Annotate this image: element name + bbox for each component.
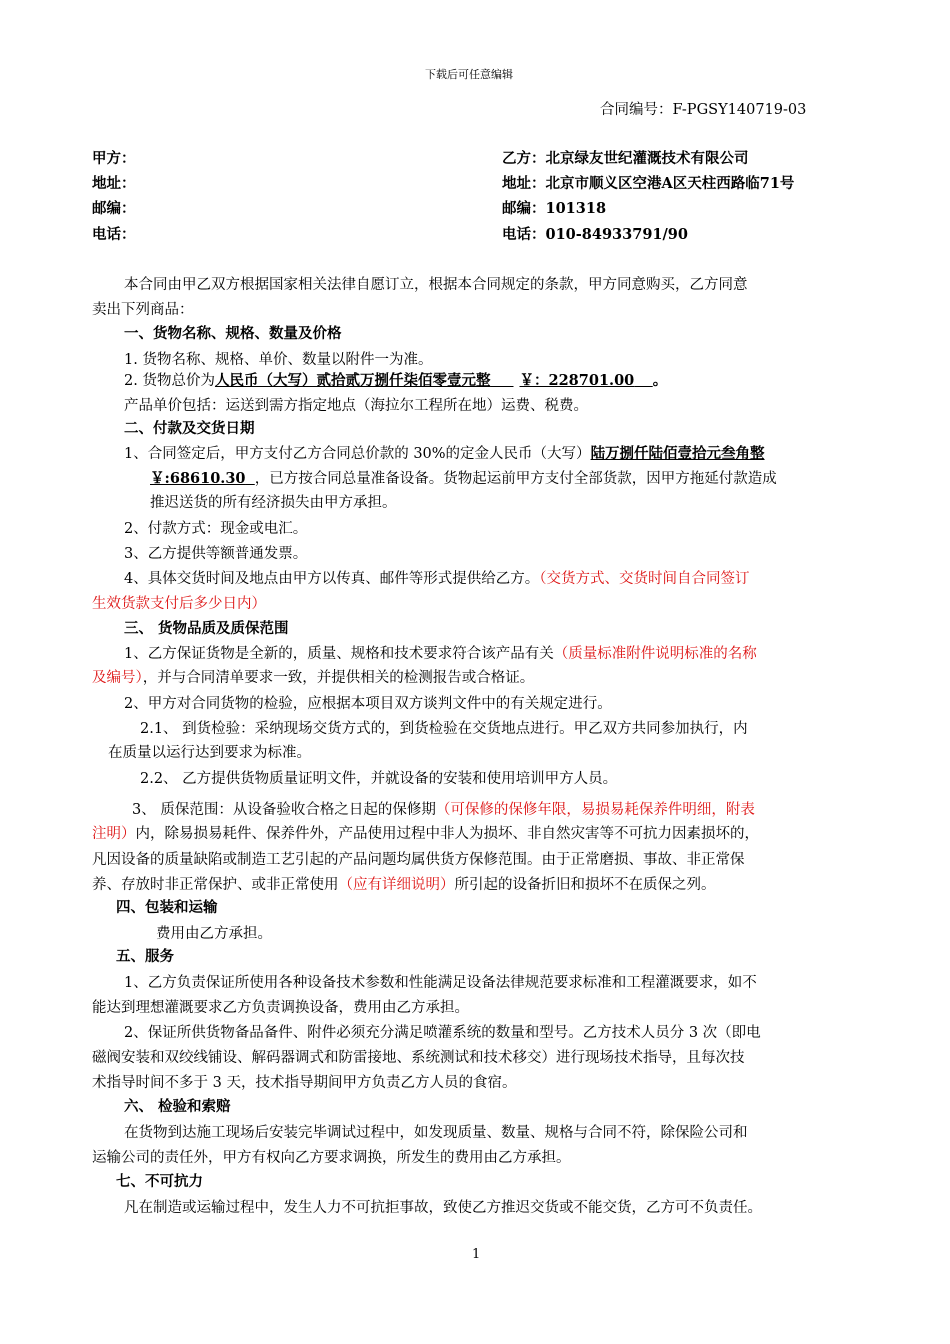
s1-item-3: 产品单价包括：运送到需方指定地点（海拉尔工程所在地）运费、税费。 xyxy=(124,398,588,414)
s3-item-1-text: 1、乙方保证货物是全新的，质量、规格和技术要求符合该产品有关 xyxy=(124,646,554,662)
s4-item: 费用由乙方承担。 xyxy=(156,926,272,942)
s3-item-2-2: 2.2、 乙方提供货物质量证明文件，并就设备的安装和使用培训甲方人员。 xyxy=(140,771,618,787)
s5-item-1-line-2: 能达到理想灌溉要求乙方负责调换设备，费用由乙方承担。 xyxy=(92,1000,469,1016)
party-b-address: 地址：北京市顺义区空港A区天柱西路临71号 xyxy=(502,175,795,192)
s1-item-2-prefix: 2. 货物总价为 xyxy=(124,373,215,389)
s2-item-1-line-3: 推迟送货的所有经济损失由甲方承担。 xyxy=(150,495,397,511)
s3-item-3-note: （可保修的保修年限，易损易耗保养件明细，附表 xyxy=(435,802,755,818)
s5-item-2-line-1: 2、保证所供货物备品备件、附件必须充分满足喷灌系统的数量和型号。乙方技术人员分 3 次（即电 xyxy=(124,1025,761,1041)
party-a-address: 地址： xyxy=(92,175,136,192)
party-b-zip: 邮编：101318 xyxy=(502,200,607,217)
s3-item-3-note-3: （应有详细说明） xyxy=(338,877,455,893)
s2-item-1-line-2 xyxy=(150,466,777,492)
s1-item-2-end: 。 xyxy=(652,372,668,389)
s3-item-1-note-2: 及编号） xyxy=(92,670,143,686)
s3-item-3-text-5: 所引起的设备折旧和损坏不在质保之列。 xyxy=(454,877,716,893)
party-b-name: 乙方：北京绿友世纪灌溉技术有限公司 xyxy=(502,150,749,167)
s6-item-line-1: 在货物到达施工现场后安装完毕调试过程中，如发现质量、数量、规格与合同不符，除保险公司和 xyxy=(124,1125,748,1141)
header-note: 下载后可任意编辑 xyxy=(425,68,513,81)
s3-item-1-line-1 xyxy=(124,641,757,667)
s2-item-1-text-2: ，已方按合同总量准备设备。货物起运前甲方支付全部货款，因甲方拖延付款造成 xyxy=(254,471,777,487)
section-1-title: 一、货物名称、规格、数量及价格 xyxy=(124,325,342,342)
s7-item: 凡在制造或运输过程中，发生人力不可抗拒事故，致使乙方推迟交货或不能交货，乙方可不负责任。 xyxy=(124,1200,762,1216)
party-a-label: 甲方： xyxy=(92,150,136,167)
s3-item-1-text-2: ，并与合同清单要求一致，并提供相关的检测报告或合格证。 xyxy=(142,670,535,686)
page-number: 1 xyxy=(472,1247,481,1262)
s3-item-3-text: 3、 质保范围：从设备验收合格之日起的保修期 xyxy=(132,802,436,818)
section-6-title: 六、 检验和索赔 xyxy=(124,1098,231,1115)
s5-item-1-line-1: 1、乙方负责保证所使用各种设备技术参数和性能满足设备法律规范要求标准和工程灌溉要求，如不 xyxy=(124,975,757,991)
contract-number: 合同编号：F-PGSY140719-03 xyxy=(600,102,807,118)
s3-item-2: 2、甲方对合同货物的检验，应根据本项目双方谈判文件中的有关规定进行。 xyxy=(124,696,612,712)
s2-item-4-line-2: 生效货款支付后多少日内） xyxy=(92,596,266,612)
s3-item-3-line-3: 凡因设备的质量缺陷或制造工艺引起的产品问题均属供货方保修范围。由于正常磨损、事故、非正常保 xyxy=(92,852,745,868)
s2-item-3: 3、乙方提供等额普通发票。 xyxy=(124,546,308,562)
section-5-title: 五、服务 xyxy=(116,948,174,965)
s3-item-3-note-2: 注明） xyxy=(92,826,136,842)
s3-item-3-text-4: 养、存放时非正常保护、或非正常使用 xyxy=(92,877,339,893)
s3-item-3-line-2 xyxy=(92,821,759,847)
s2-item-4-line-1 xyxy=(124,566,749,592)
deposit-amount-words: 陆万捌仟陆佰壹拾元叁角整 xyxy=(590,445,765,462)
s2-item-1-line-1 xyxy=(124,441,765,467)
section-4-title: 四、包装和运输 xyxy=(116,899,218,916)
s3-item-1-line-2 xyxy=(92,665,534,691)
s3-item-2-1-line-1: 2.1、 到货检验：采纳现场交货方式的，到货检验在交货地点进行。甲乙双方共同参加执行，内 xyxy=(140,721,748,737)
s5-item-2-line-2: 磁阀安装和双绞线铺设、解码器调式和防雷接地、系统测试和技术移交）进行现场技术指导，且每次技 xyxy=(92,1050,745,1066)
section-2-title: 二、付款及交货日期 xyxy=(124,420,255,437)
deposit-amount: ￥:68610.30 xyxy=(150,470,246,487)
section-7-title: 七、不可抗力 xyxy=(116,1173,203,1190)
intro-line-2: 卖出下列商品： xyxy=(92,302,194,318)
s1-item-2 xyxy=(124,368,667,394)
party-b-phone: 电话：010-84933791/90 xyxy=(502,226,688,243)
s5-item-2-line-3: 术指导时间不多于 3 天，技术指导期间甲方负责乙方人员的食宿。 xyxy=(92,1075,517,1091)
s3-item-3-line-1 xyxy=(132,797,755,823)
s1-item-1: 1. 货物名称、规格、单价、数量以附件一为准。 xyxy=(124,352,433,368)
s6-item-line-2: 运输公司的责任外，甲方有权向乙方要求调换，所发生的费用由乙方承担。 xyxy=(92,1150,571,1166)
s2-item-2: 2、付款方式：现金或电汇。 xyxy=(124,521,308,537)
s3-item-1-note: （质量标准附件说明标准的名称 xyxy=(553,646,757,662)
party-a-zip: 邮编： xyxy=(92,200,136,217)
s2-item-4-text: 4、具体交货时间及地点由甲方以传真、邮件等形式提供给乙方。 xyxy=(124,571,540,587)
s3-item-3-line-4 xyxy=(92,872,716,898)
total-price-words: 人民币（大写）贰拾贰万捌仟柒佰零壹元整 xyxy=(214,372,491,389)
section-3-title: 三、 货物品质及质保范围 xyxy=(124,620,289,637)
intro-line-1: 本合同由甲乙双方根据国家相关法律自愿订立，根据本合同规定的条款，甲方同意购买，乙方同意 xyxy=(124,277,748,293)
s2-item-4-note: （交货方式、交货时间自合同签订 xyxy=(539,571,750,587)
s3-item-3-text-2: 内，除易损易耗件、保养件外，产品使用过程中非人为损坏、非自然灾害等不可抗力因素损坏的， xyxy=(135,826,759,842)
total-price-amount: ￥：228701.00 xyxy=(519,372,635,389)
s3-item-2-1-line-2: 在质量以运行达到要求为标准。 xyxy=(108,745,311,761)
party-a-phone: 电话： xyxy=(92,226,136,243)
s2-item-1-text: 1、合同签定后，甲方支付乙方合同总价款的 30%的定金人民币（大写） xyxy=(124,446,591,462)
